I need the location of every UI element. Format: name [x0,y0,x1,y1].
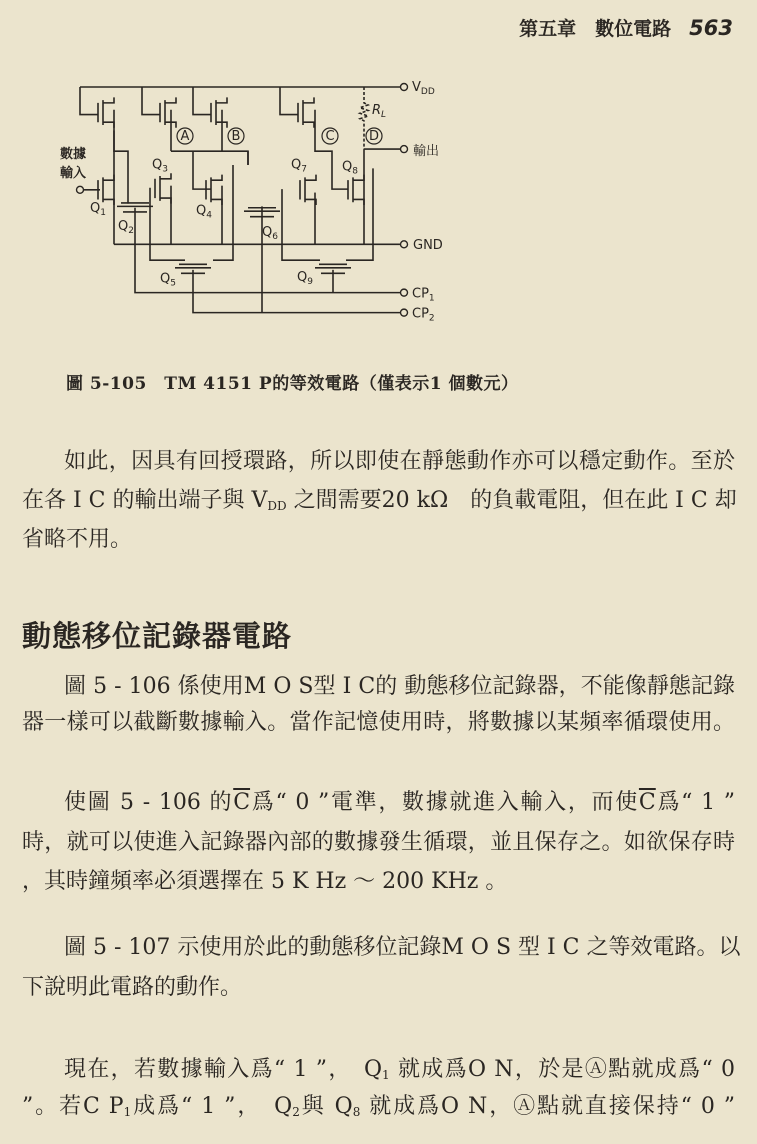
paragraph-line: 使圖 5 - 106 的$\overline{C}$爲“ 0 ”電準，數據就進入輸入，而使$\overline{C}$爲“ 1 ” [64,790,735,815]
data-input-terminal [77,186,84,193]
transistor-load-3 [160,97,176,127]
cp1-label: $CP_1$ [412,286,435,304]
output-terminal [401,146,408,153]
chapter-title: 第五章 數位電路 [519,18,672,40]
circuit-diagram [0,0,757,340]
transistor-label-q7: $Q_7$ [291,157,307,175]
circuit-wires [80,87,400,313]
wire [142,87,160,115]
paragraph-line: ，其時鐘頻率必須選擇在 5 K Hz ～ 200 KHz 。 [22,869,508,894]
data-input-label-2: 輸入 [60,166,87,181]
paragraph-line: ”。若C $P_1$成爲“ 1 ”， $Q_2$與 $Q_8$ 就成爲O N，Ⓐ點就直接保持“ 0 ” [22,1094,735,1119]
transistor-label-q4: $Q_4$ [196,203,212,221]
transistor-q1 [98,175,114,205]
rl-label: $R_L$ [372,103,387,120]
node-label-c: C [325,128,335,144]
paragraph-line: 圖 5 - 106 係使用M O S型 I C的 動態移位記錄器，不能像靜態記錄 [64,674,735,699]
paragraph-line: 器一樣可以截斷數據輸入。當作記憶使用時，將數據以某頻率循環使用。 [22,710,735,735]
circuit-transistors [98,97,364,273]
transistor-load-4 [211,97,227,127]
cp2-label: $CP_2$ [412,306,435,324]
node-label-b: B [231,128,241,144]
transistor-label-q8: $Q_8$ [342,159,358,177]
output-label: 輸出 [413,144,440,159]
gnd-label: GND [413,238,443,253]
vdd-label: $V_{DD}$ [412,80,435,97]
figure-caption: 圖 5-105 TM 4151 P的等效電路（僅表示1 個數元） [66,374,519,394]
wire [80,87,98,115]
vdd-terminal [401,84,408,91]
page-number: 563 [689,16,733,40]
section-title: 動態移位記錄器電路 [22,619,293,653]
transistor-load-1 [98,97,114,127]
paragraph-line: 下說明此電路的動作。 [22,975,243,1000]
transistor-label-q6: $Q_6$ [262,225,278,243]
paragraph-line: 在各 I C 的輸出端子與 $V_{DD}$ 之間需要20 kΩ 的負載電阻，但在此 I C 却 [22,488,737,513]
wire [315,110,348,189]
paragraph-line: 時，就可以使進入記錄器內部的數據發生循環，並且保存之。如欲保存時 [22,830,735,855]
transistor-q3 [155,173,171,203]
node-label-a: A [180,128,190,144]
transistor-load-7 [298,97,314,127]
paragraph-line: 現在，若數據輸入爲“ 1 ”， $Q_1$ 就成爲O N，於是Ⓐ點就成爲“ 0 [64,1057,736,1082]
transistor-label-q5: $Q_5$ [160,271,176,289]
wire [346,168,373,260]
transistor-q8 [348,175,364,205]
node-label-d: D [368,128,380,144]
cp1-terminal [401,289,408,296]
data-input-label-1: 數據 [60,147,87,162]
wire [193,87,211,115]
paragraph-line: 省略不用。 [22,527,133,552]
paragraph-line: 圖 5 - 107 示使用於此的動態移位記錄M O S 型 I C 之等效電路。以 [64,935,741,960]
wire [114,110,128,204]
gnd-terminal [401,241,408,248]
paragraph-line: 如此，因具有回授環路，所以即使在靜態動作亦可以穩定動作。至於 [64,449,735,474]
wire [280,87,298,115]
transistor-label-q2: $Q_2$ [118,218,134,236]
cp2-terminal [401,309,408,316]
transistor-label-q9: $Q_9$ [297,269,313,287]
transistor-q7 [300,175,316,205]
wire [213,165,233,260]
transistor-label-q1: $Q_1$ [90,200,106,218]
transistor-label-q3: $Q_3$ [152,157,168,175]
